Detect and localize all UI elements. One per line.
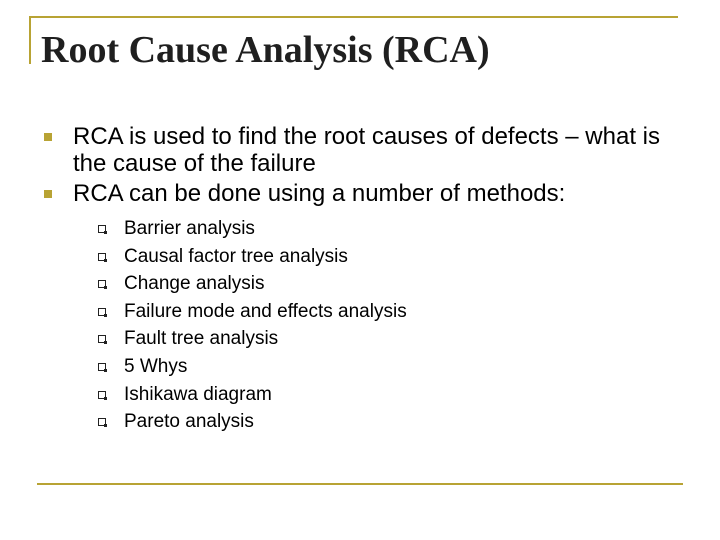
method-item — [95, 215, 684, 243]
bullet-item — [44, 180, 684, 436]
square-bullet-icon — [44, 133, 52, 141]
shadowed-box-bullet-icon — [98, 391, 106, 399]
method-item — [95, 270, 684, 298]
method-item — [95, 325, 684, 353]
method-text: Causal factor tree analysis — [124, 245, 348, 267]
title-frame-top-line — [29, 16, 678, 18]
method-text: 5 Whys — [124, 355, 188, 377]
method-text: Fault tree analysis — [124, 328, 279, 350]
method-text: Change analysis — [124, 273, 265, 295]
bullet-text: RCA is used to find the root causes of defects – what is the cause of the failure — [73, 123, 660, 177]
method-item — [95, 353, 684, 381]
title-frame-left-line — [29, 16, 31, 64]
slide-title: Root Cause Analysis (RCA) — [41, 29, 490, 71]
bullet-list — [44, 123, 684, 439]
method-text: Failure mode and effects analysis — [124, 300, 407, 322]
bullet-item — [44, 123, 684, 177]
footer-divider — [37, 483, 683, 485]
method-item — [95, 298, 684, 326]
square-bullet-icon — [44, 190, 52, 198]
shadowed-box-bullet-icon — [98, 418, 106, 426]
method-text: Ishikawa diagram — [124, 383, 272, 405]
method-item — [95, 381, 684, 409]
methods-list — [95, 215, 684, 436]
shadowed-box-bullet-icon — [98, 280, 106, 288]
shadowed-box-bullet-icon — [98, 225, 106, 233]
shadowed-box-bullet-icon — [98, 335, 106, 343]
method-item — [95, 408, 684, 436]
method-item — [95, 243, 684, 271]
method-text: Barrier analysis — [124, 218, 255, 239]
bullet-text: RCA can be done using a number of methods: — [73, 180, 566, 207]
method-text: Pareto analysis — [124, 411, 254, 433]
shadowed-box-bullet-icon — [98, 308, 106, 316]
shadowed-box-bullet-icon — [98, 253, 106, 261]
shadowed-box-bullet-icon — [98, 363, 106, 371]
